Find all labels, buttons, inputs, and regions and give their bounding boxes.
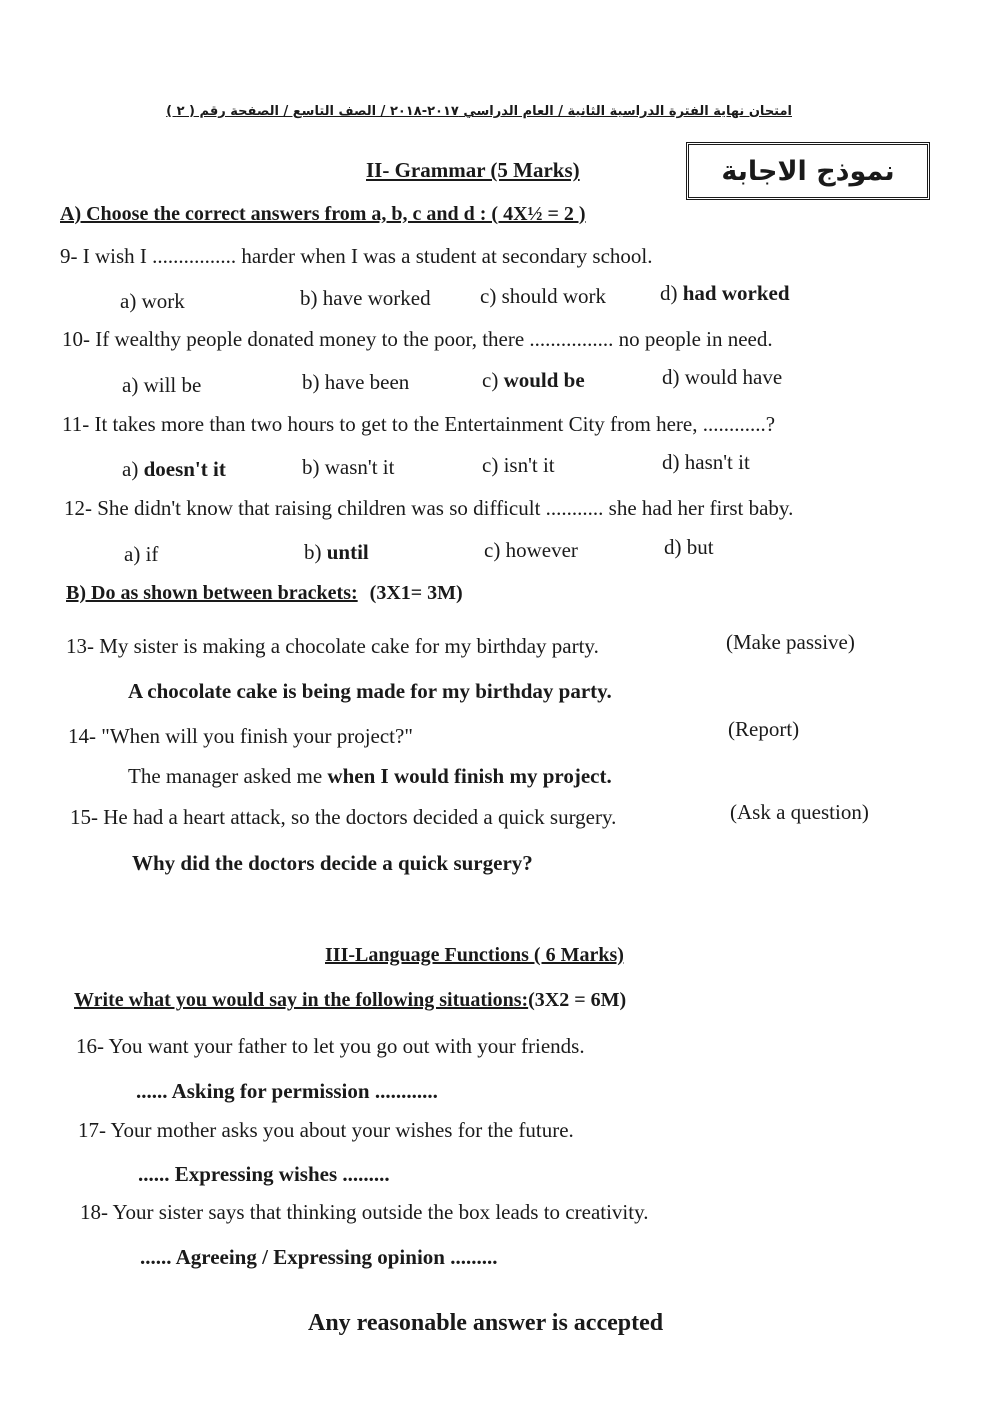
- q15-answer: Why did the doctors decide a quick surgery?: [132, 851, 533, 875]
- question-9: 9- I wish I ................ harder when I was a student at secondary school.: [60, 244, 653, 268]
- q14-instruction: (Report): [728, 717, 800, 741]
- exam-header: امتحان نهاية الفترة الدراسية الثانية / العام الدراسي ٢٠١٧-٢٠١٨ / الصف التاسع / الصفحة رقم ( ٢ ): [166, 104, 792, 119]
- question-11: 11- It takes more than two hours to get to the Entertainment City from here, ............?: [62, 412, 776, 436]
- q11-option-d: d) hasn't it: [662, 450, 750, 474]
- footer-note: Any reasonable answer is accepted: [308, 1310, 664, 1336]
- q12-correct-answer: until: [326, 540, 369, 564]
- q15-instruction: (Ask a question): [730, 800, 869, 824]
- q16-answer: ...... Asking for permission ............: [136, 1079, 438, 1103]
- q10-option-d: d) would have: [662, 365, 783, 389]
- question-18: 18- Your sister says that thinking outside the box leads to creativity.: [80, 1200, 649, 1224]
- language-functions-marks: (3X2 = 6M): [528, 989, 627, 1011]
- q9-correct-answer: had worked: [682, 281, 790, 305]
- q11-option-b: b) wasn't it: [302, 455, 395, 479]
- q9-option-b: b) have worked: [300, 286, 431, 310]
- q14-answer-prefix: The manager asked me: [128, 764, 323, 788]
- question-17: 17- Your mother asks you about your wishes for the future.: [78, 1118, 574, 1142]
- q10-option-a: a) will be: [122, 373, 202, 397]
- part-b-heading-row: [66, 582, 463, 605]
- q11-option-a: a) doesn't it: [122, 457, 226, 481]
- question-12: 12- She didn't know that raising children was so difficult ........... she had her first baby.: [64, 496, 794, 520]
- q11-option-c: c) isn't it: [482, 453, 555, 477]
- question-13: 13- My sister is making a chocolate cake for my birthday party.: [66, 634, 599, 658]
- q12-option-c: c) however: [484, 538, 578, 562]
- q9-option-a: a) work: [120, 289, 185, 313]
- question-10: 10- If wealthy people donated money to the poor, there ................ no people in need.: [62, 327, 773, 351]
- q9-option-c: c) should work: [480, 284, 606, 308]
- q18-answer: ...... Agreeing / Expressing opinion .........: [140, 1245, 498, 1269]
- q10-correct-answer: would be: [503, 368, 585, 392]
- answer-key-stamp: نموذج الاجابة: [686, 142, 930, 200]
- grammar-title: II- Grammar (5 Marks): [366, 158, 580, 182]
- language-functions-title: III-Language Functions ( 6 Marks): [325, 944, 624, 966]
- q12-option-d: d) but: [664, 535, 714, 559]
- q11-correct-answer: doesn't it: [143, 457, 226, 481]
- q9-option-d: d) had worked: [660, 281, 790, 305]
- q12-option-a: a) if: [124, 542, 159, 566]
- part-b-heading: B) Do as shown between brackets:: [66, 582, 358, 604]
- q14-answer-line: [128, 764, 612, 789]
- part-b-marks: (3X1= 3M): [369, 582, 463, 604]
- q10-option-c: c) would be: [482, 368, 585, 392]
- part-a-heading: A) Choose the correct answers from a, b, c and d : ( 4X½ = 2 ): [60, 203, 586, 225]
- q13-instruction: (Make passive): [726, 630, 855, 654]
- language-functions-heading: Write what you would say in the following situations:: [74, 989, 529, 1011]
- q17-answer: ...... Expressing wishes .........: [138, 1162, 390, 1186]
- q12-option-b: b) until: [304, 540, 369, 564]
- q10-option-b: b) have been: [302, 370, 410, 394]
- language-functions-heading-row: [74, 989, 626, 1012]
- question-16: 16- You want your father to let you go out with your friends.: [76, 1034, 585, 1058]
- q14-answer: when I would finish my project.: [327, 764, 612, 788]
- question-15: 15- He had a heart attack, so the doctors decided a quick surgery.: [70, 805, 617, 829]
- q13-answer: A chocolate cake is being made for my birthday party.: [128, 679, 612, 703]
- question-14: 14- "When will you finish your project?": [68, 724, 413, 748]
